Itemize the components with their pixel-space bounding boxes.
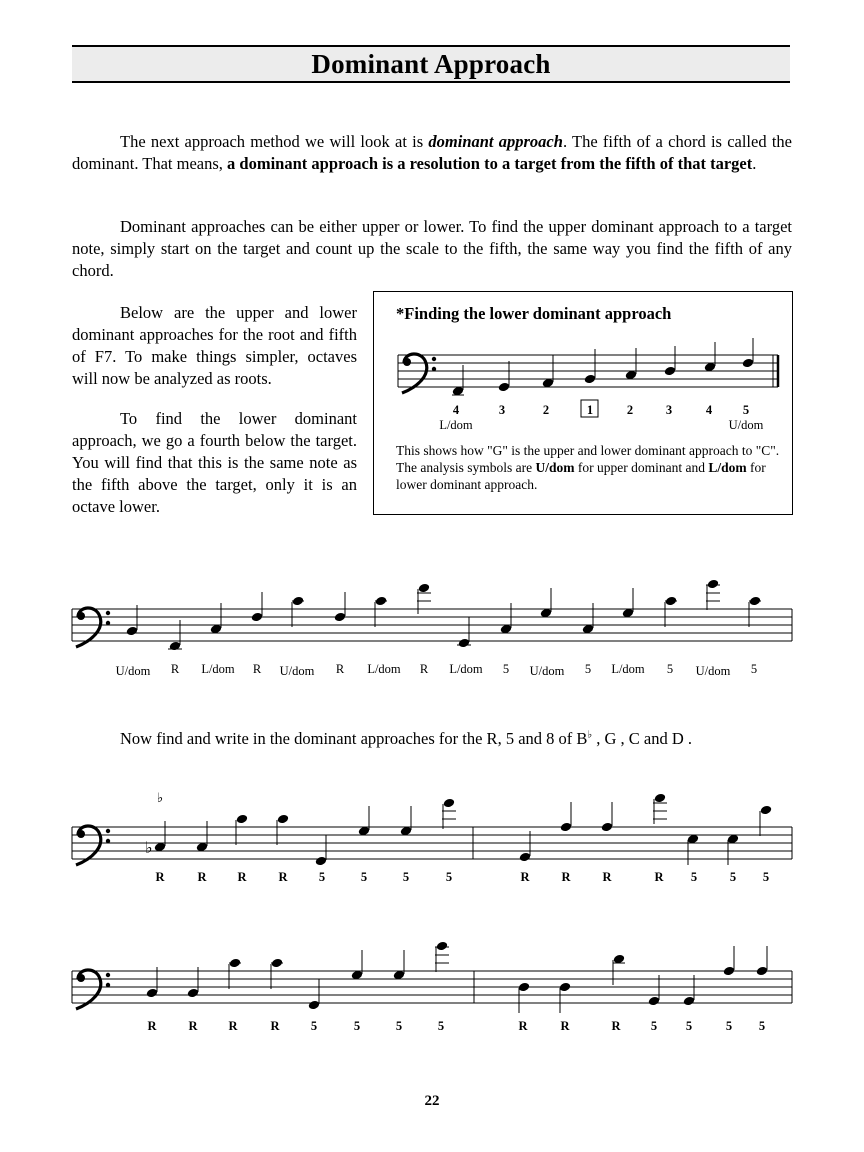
analysis-label: R xyxy=(520,870,530,884)
note xyxy=(236,814,249,845)
staff-3-notes xyxy=(146,941,769,1013)
analysis-label: U/dom xyxy=(529,664,565,678)
analysis-label: R xyxy=(147,1019,157,1033)
lower-dominant-box xyxy=(373,291,793,515)
analysis-label: 5 xyxy=(318,870,326,884)
note xyxy=(251,592,264,622)
staff-3-lines xyxy=(72,971,792,1003)
analysis-label: 5 xyxy=(729,870,737,884)
note xyxy=(749,596,762,627)
note xyxy=(613,954,626,985)
note xyxy=(126,605,139,636)
box-title: *Finding the lower dominant approach xyxy=(396,304,672,323)
note xyxy=(334,592,347,622)
upper-lower-paragraph: Dominant approaches can be either upper or lower. To find the upper dominant approach to a target note, simply start on the target and count up the scale to the fifth, the same way you find the fifth of any chord. xyxy=(72,217,792,280)
interval-number: 2 xyxy=(542,403,550,417)
note xyxy=(518,982,531,1013)
note xyxy=(683,975,696,1006)
analysis-label: U/dom xyxy=(695,664,731,678)
lower-dominant-paragraph: To find the lower dominant approach, we go a fourth below the target. You will find that this is the same note as the fifth above the target, only it is an octave lower. xyxy=(72,409,357,516)
analysis-label: 5 xyxy=(685,1019,693,1033)
note xyxy=(687,834,700,865)
bass-clef-icon xyxy=(76,826,110,865)
analysis-label: R xyxy=(155,870,165,884)
bass-clef-icon xyxy=(76,608,110,647)
note xyxy=(665,596,678,627)
analysis-label: 5 xyxy=(666,662,674,676)
note xyxy=(653,793,667,824)
note xyxy=(457,617,471,648)
note xyxy=(540,588,553,618)
analysis-label: R xyxy=(237,870,247,884)
staff-3-labels xyxy=(147,1019,765,1033)
note xyxy=(196,821,209,852)
analysis-label: R xyxy=(561,870,571,884)
note xyxy=(375,596,388,627)
note xyxy=(648,975,661,1006)
flat-sign-icon: ♭ xyxy=(157,791,164,806)
analysis-label: 5 xyxy=(762,870,770,884)
note xyxy=(756,946,769,976)
analysis-label: 5 xyxy=(402,870,410,884)
note xyxy=(277,814,290,845)
staff-1-notes xyxy=(126,579,762,652)
note xyxy=(292,596,305,627)
analysis-label: L/dom xyxy=(201,662,235,676)
interval-number: 3 xyxy=(498,403,506,417)
intro-paragraph: The next approach method we will look at is dominant approach. The fifth of a chord is called the dominant. That means, a dominant approach is a resolution to a target from the fifth of that target. xyxy=(72,132,792,173)
note xyxy=(723,946,736,976)
analysis-label: R xyxy=(228,1019,238,1033)
page-number: 22 xyxy=(424,1093,440,1109)
analysis-label: 5 xyxy=(725,1019,733,1033)
note xyxy=(400,806,413,836)
staff-1-lines xyxy=(72,609,792,641)
term-dominant-approach: dominant approach xyxy=(428,132,563,151)
note xyxy=(760,805,773,836)
analysis-label: R xyxy=(188,1019,198,1033)
analysis-label: 5 xyxy=(395,1019,403,1033)
bass-clef-icon xyxy=(76,970,110,1009)
analysis-label: R xyxy=(654,870,664,884)
flat-sign-icon: ♭ xyxy=(587,729,593,741)
note xyxy=(210,603,223,634)
instruction-text: Now find and write in the dominant approaches for the R, 5 and 8 of B♭ , G , C and D . xyxy=(120,729,693,748)
staff-1-labels xyxy=(116,662,757,678)
analysis-label: 5 xyxy=(445,870,453,884)
analysis-label: R xyxy=(197,870,207,884)
interval-number: 1 xyxy=(586,403,594,417)
note xyxy=(358,806,371,836)
staff-2-notes xyxy=(154,793,773,867)
analysis-label: R xyxy=(518,1019,528,1033)
analysis-label: L/dom xyxy=(449,662,483,676)
note xyxy=(622,588,635,618)
analysis-label: 5 xyxy=(502,662,510,676)
analysis-label: 5 xyxy=(353,1019,361,1033)
note xyxy=(500,603,513,634)
analysis-label: R xyxy=(335,662,345,676)
title-bar xyxy=(72,45,790,83)
analysis-label: R xyxy=(170,662,180,676)
note xyxy=(601,802,614,832)
analysis-label: 5 xyxy=(360,870,368,884)
note xyxy=(442,798,456,829)
note xyxy=(229,958,242,989)
analysis-label: 5 xyxy=(310,1019,318,1033)
analysis-label: R xyxy=(611,1019,621,1033)
note xyxy=(271,958,284,989)
note xyxy=(706,579,720,610)
analysis-label: L/dom xyxy=(367,662,401,676)
analysis-label: R xyxy=(419,662,429,676)
analysis-label: U/dom xyxy=(115,664,151,678)
note xyxy=(187,967,200,998)
definition-bold: a dominant approach is a resolution to a target from the fifth of that target xyxy=(227,154,753,173)
analysis-label: 5 xyxy=(650,1019,658,1033)
note xyxy=(146,967,159,998)
analysis-label: R xyxy=(560,1019,570,1033)
analysis-label: R xyxy=(252,662,262,676)
note xyxy=(582,603,595,634)
note xyxy=(154,821,167,852)
analysis-label: 5 xyxy=(758,1019,766,1033)
note xyxy=(393,950,406,980)
analysis-label: U/dom xyxy=(279,664,315,678)
analysis-label: 5 xyxy=(750,662,758,676)
note xyxy=(351,950,364,980)
note xyxy=(308,979,321,1010)
note xyxy=(315,835,328,866)
analysis-label: R xyxy=(602,870,612,884)
analysis-label: 5 xyxy=(437,1019,445,1033)
note xyxy=(417,583,431,614)
interval-number: 4 xyxy=(452,403,460,417)
f7-paragraph: Below are the upper and lower dominant approaches for the root and fifth of F7. To make things simpler, octaves will now be analyzed as roots. xyxy=(72,303,357,388)
interval-number: 3 xyxy=(665,403,673,417)
note xyxy=(435,941,449,972)
interval-number: 2 xyxy=(626,403,634,417)
analysis-label: R xyxy=(278,870,288,884)
interval-number: 5 xyxy=(742,403,750,417)
page-title: Dominant Approach xyxy=(311,48,551,79)
box-caption: This shows how "G" is the upper and lower dominant approach to "C". The analysis symbols are U/dom for upper dominant and L/dom for lower dominant approach. xyxy=(396,443,780,492)
staff-2-lines xyxy=(72,827,792,859)
note xyxy=(560,802,573,832)
note xyxy=(519,831,532,862)
analysis-label: L/dom xyxy=(611,662,645,676)
analysis-label: R xyxy=(270,1019,280,1033)
note xyxy=(168,620,182,651)
flat-sign-icon: ♭ xyxy=(145,838,153,857)
note xyxy=(727,834,740,865)
udom-label: U/dom xyxy=(728,418,764,432)
analysis-label: 5 xyxy=(690,870,698,884)
interval-number: 4 xyxy=(705,403,713,417)
analysis-label: 5 xyxy=(584,662,592,676)
note xyxy=(559,982,572,1013)
ldom-label: L/dom xyxy=(439,418,473,432)
staff-2-labels xyxy=(155,870,769,884)
